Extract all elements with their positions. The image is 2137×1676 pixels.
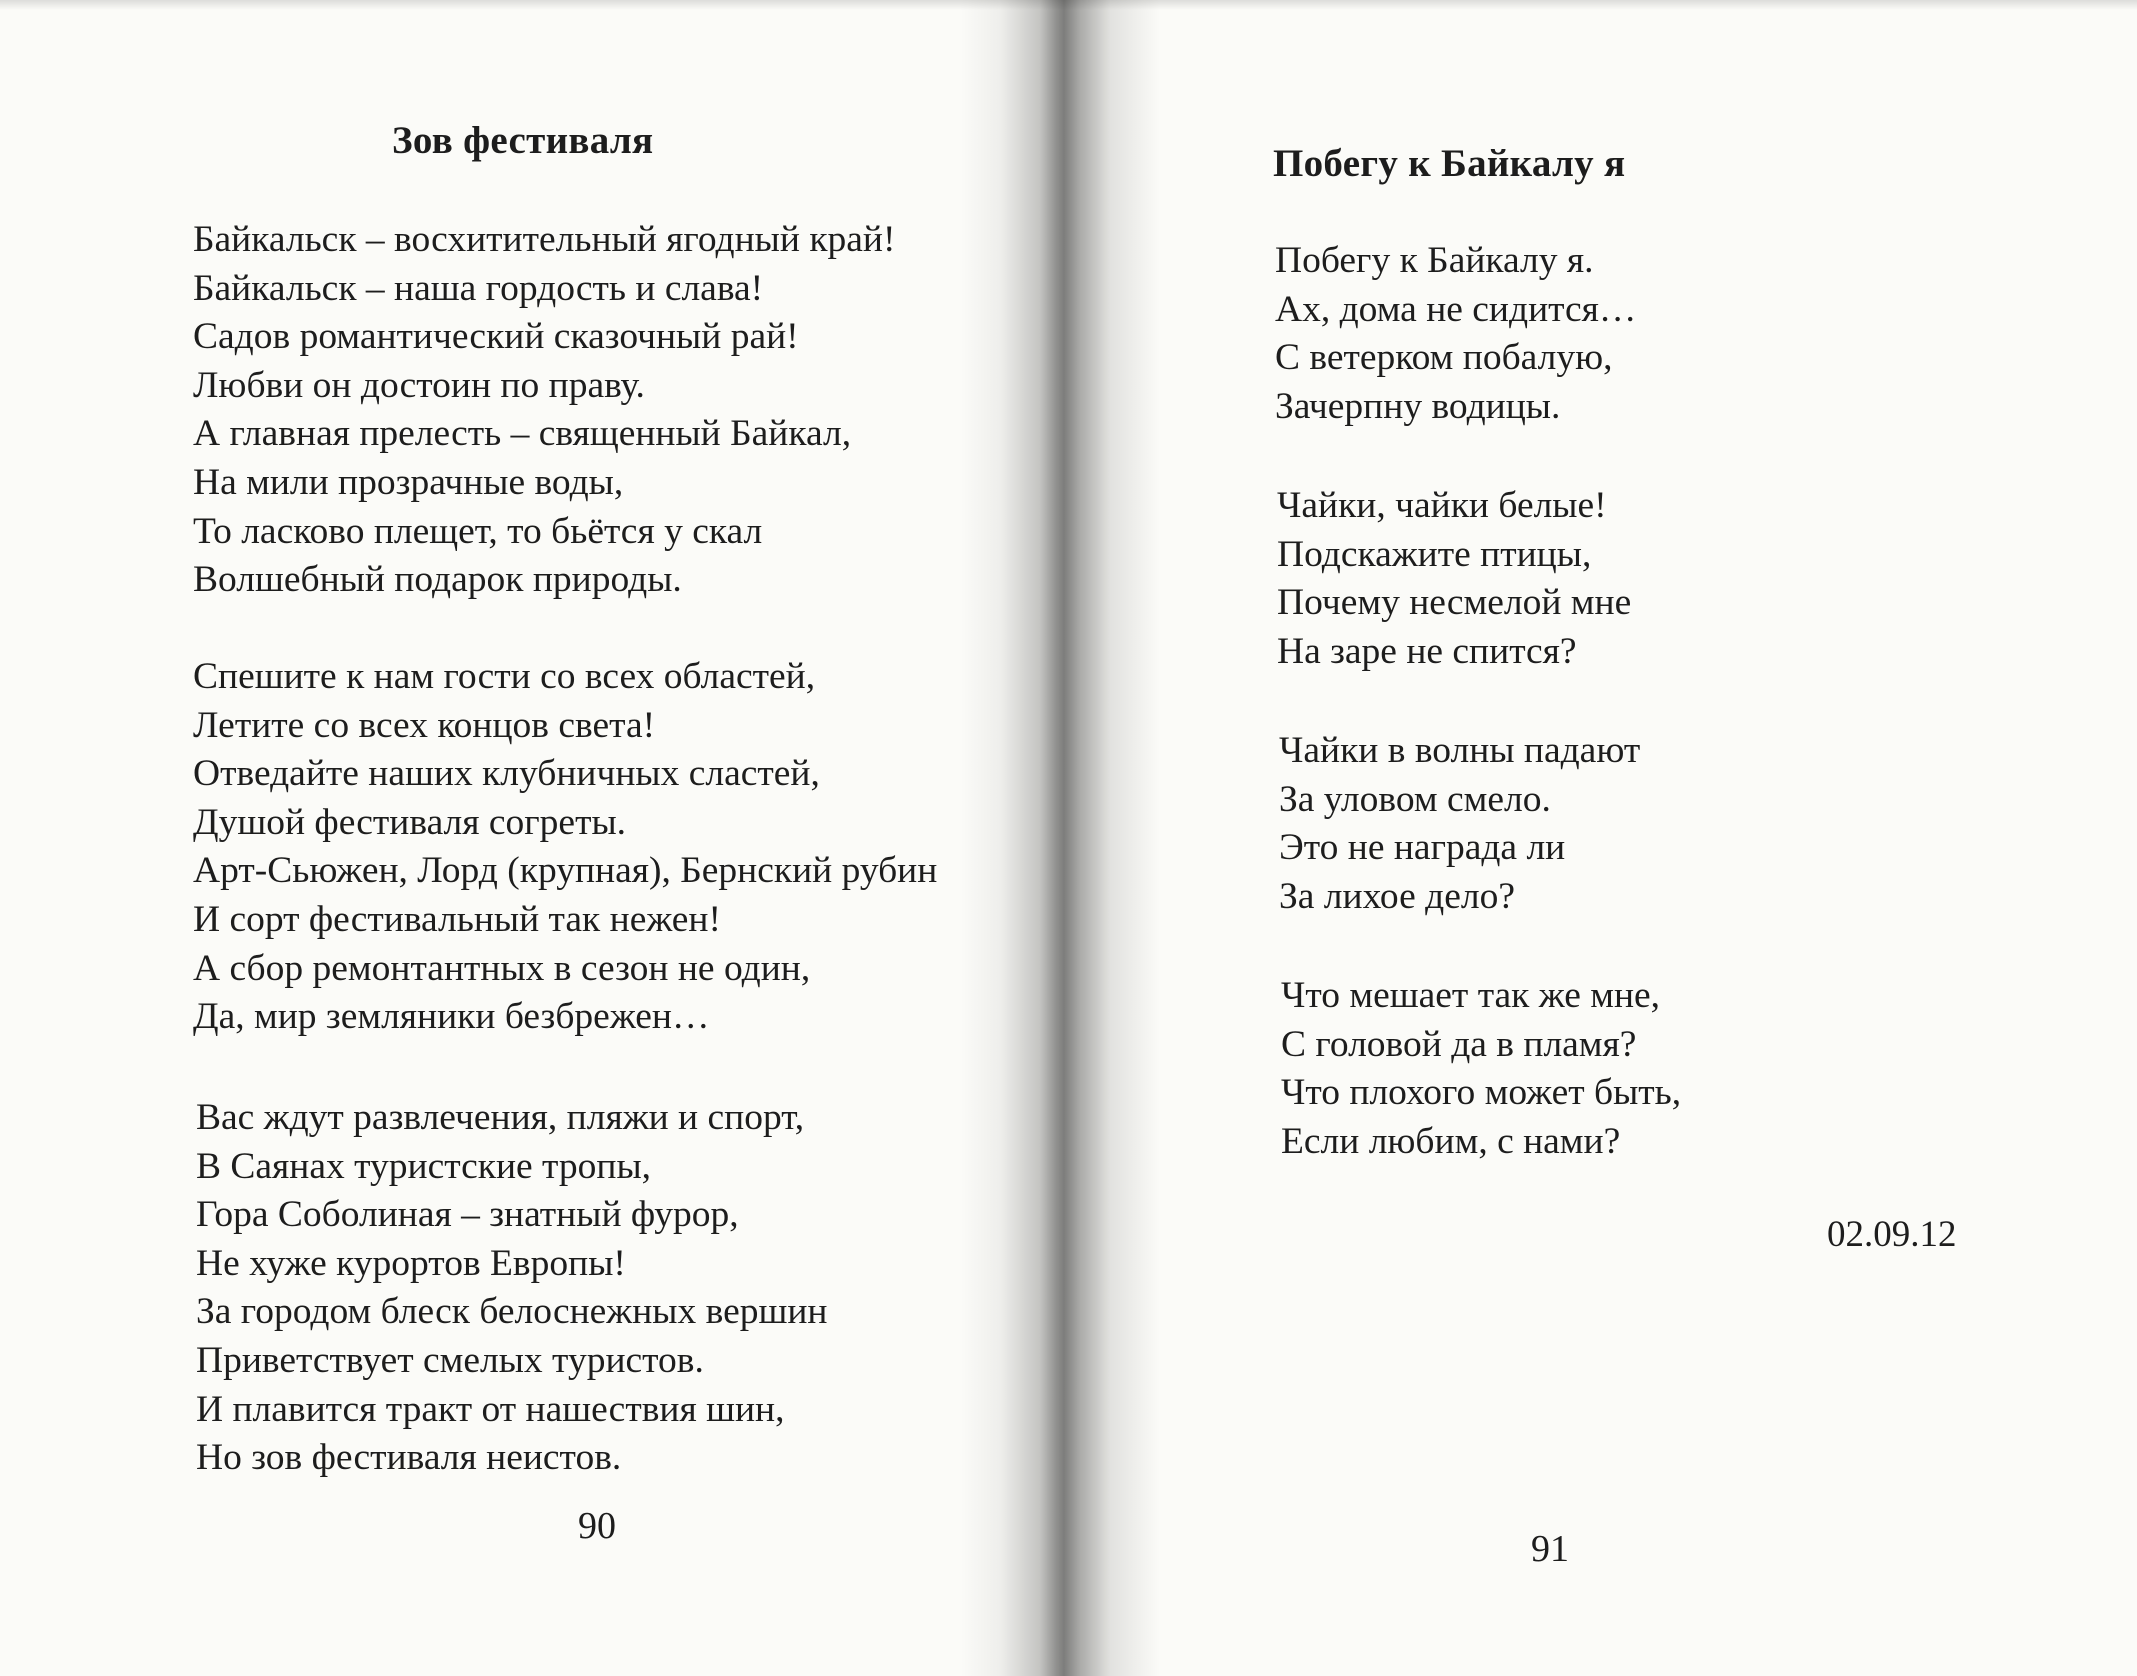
poem-line: За лихое дело? (1279, 875, 1515, 917)
poem-line: И плавится тракт от нашествия шин, (196, 1388, 785, 1430)
poem-line: С ветерком побалую, (1275, 337, 1613, 379)
right-page (1090, 0, 2137, 1676)
poem-title: Зов фестиваля (392, 119, 654, 162)
poem-date: 02.09.12 (1827, 1214, 1957, 1255)
poem-line: Вас ждут развлечения, пляжи и спорт, (196, 1097, 805, 1138)
stanza (1275, 237, 1636, 431)
poem-line: Любви он достоин по праву. (193, 364, 645, 406)
poem-line: Зачерпну водицы. (1275, 385, 1561, 427)
poem-line: Если любим, с нами? (1281, 1120, 1621, 1162)
poem-line: Да, мир земляники безбрежен… (193, 996, 710, 1038)
poem-line: На мили прозрачные воды, (193, 461, 624, 503)
poem-line: Садов романтический сказочный рай! (193, 316, 799, 358)
poem-line: Спешите к нам гости со всех областей, (193, 656, 816, 697)
stanza (193, 216, 895, 605)
left-page (0, 0, 1050, 1676)
poem-line: Но зов фестиваля неистов. (196, 1437, 622, 1479)
poem-line: За городом блеск белоснежных вершин (196, 1291, 828, 1333)
page-number: 90 (578, 1505, 616, 1547)
stanza (1279, 727, 1640, 921)
poem-line: В Саянах туристские тропы, (196, 1145, 652, 1187)
poem-line: Ах, дома не сидится… (1275, 288, 1637, 330)
poem-line: Приветствует смелых туристов. (196, 1339, 704, 1381)
poem-line: Байкальск – восхитительный ягодный край! (193, 219, 896, 260)
poem-line: Байкальск – наша гордость и слава! (193, 267, 764, 309)
poem-line: Чайки в волны падают (1279, 730, 1641, 771)
stanza (196, 1094, 828, 1483)
poem-line: Побегу к Байкалу я. (1275, 240, 1594, 281)
poem-line: Подскажите птицы, (1277, 533, 1592, 575)
poem-line: Душой фестиваля согреты. (193, 801, 627, 843)
poem-line: Чайки, чайки белые! (1277, 485, 1607, 526)
poem-line: Почему несмелой мне (1277, 582, 1632, 624)
poem-line: Летите со всех концов света! (193, 704, 656, 746)
poem-line: Гора Соболиная – знатный фурор, (196, 1194, 739, 1236)
stanza (193, 653, 937, 1042)
poem-line: А сбор ремонтантных в сезон не один, (193, 947, 811, 989)
poem-line: Не хуже курортов Европы! (196, 1242, 626, 1284)
poem-line: Арт-Сьюжен, Лорд (крупная), Бернский рубин (193, 850, 938, 892)
poem-line: То ласково плещет, то бьётся у скал (193, 510, 763, 552)
poem-line: А главная прелесть – священный Байкал, (193, 413, 852, 455)
stanza (1281, 972, 1681, 1166)
page-number: 91 (1531, 1528, 1569, 1570)
poem-line: И сорт фестивальный так нежен! (193, 898, 721, 940)
poem-title: Побегу к Байкалу я (1273, 142, 1626, 185)
page-edge-shadow (0, 0, 2137, 10)
poem-line: Что мешает так же мне, (1281, 975, 1661, 1016)
poem-line: Это не награда ли (1279, 827, 1566, 869)
stanza (1277, 482, 1631, 676)
poem-line: За уловом смело. (1279, 778, 1551, 820)
poem-line: Волшебный подарок природы. (193, 559, 682, 601)
poem-line: С головой да в пламя? (1281, 1023, 1637, 1065)
poem-line: Что плохого может быть, (1281, 1072, 1682, 1114)
poem-line: На заре не спится? (1277, 630, 1577, 672)
poem-line: Отведайте наших клубничных сластей, (193, 753, 820, 795)
